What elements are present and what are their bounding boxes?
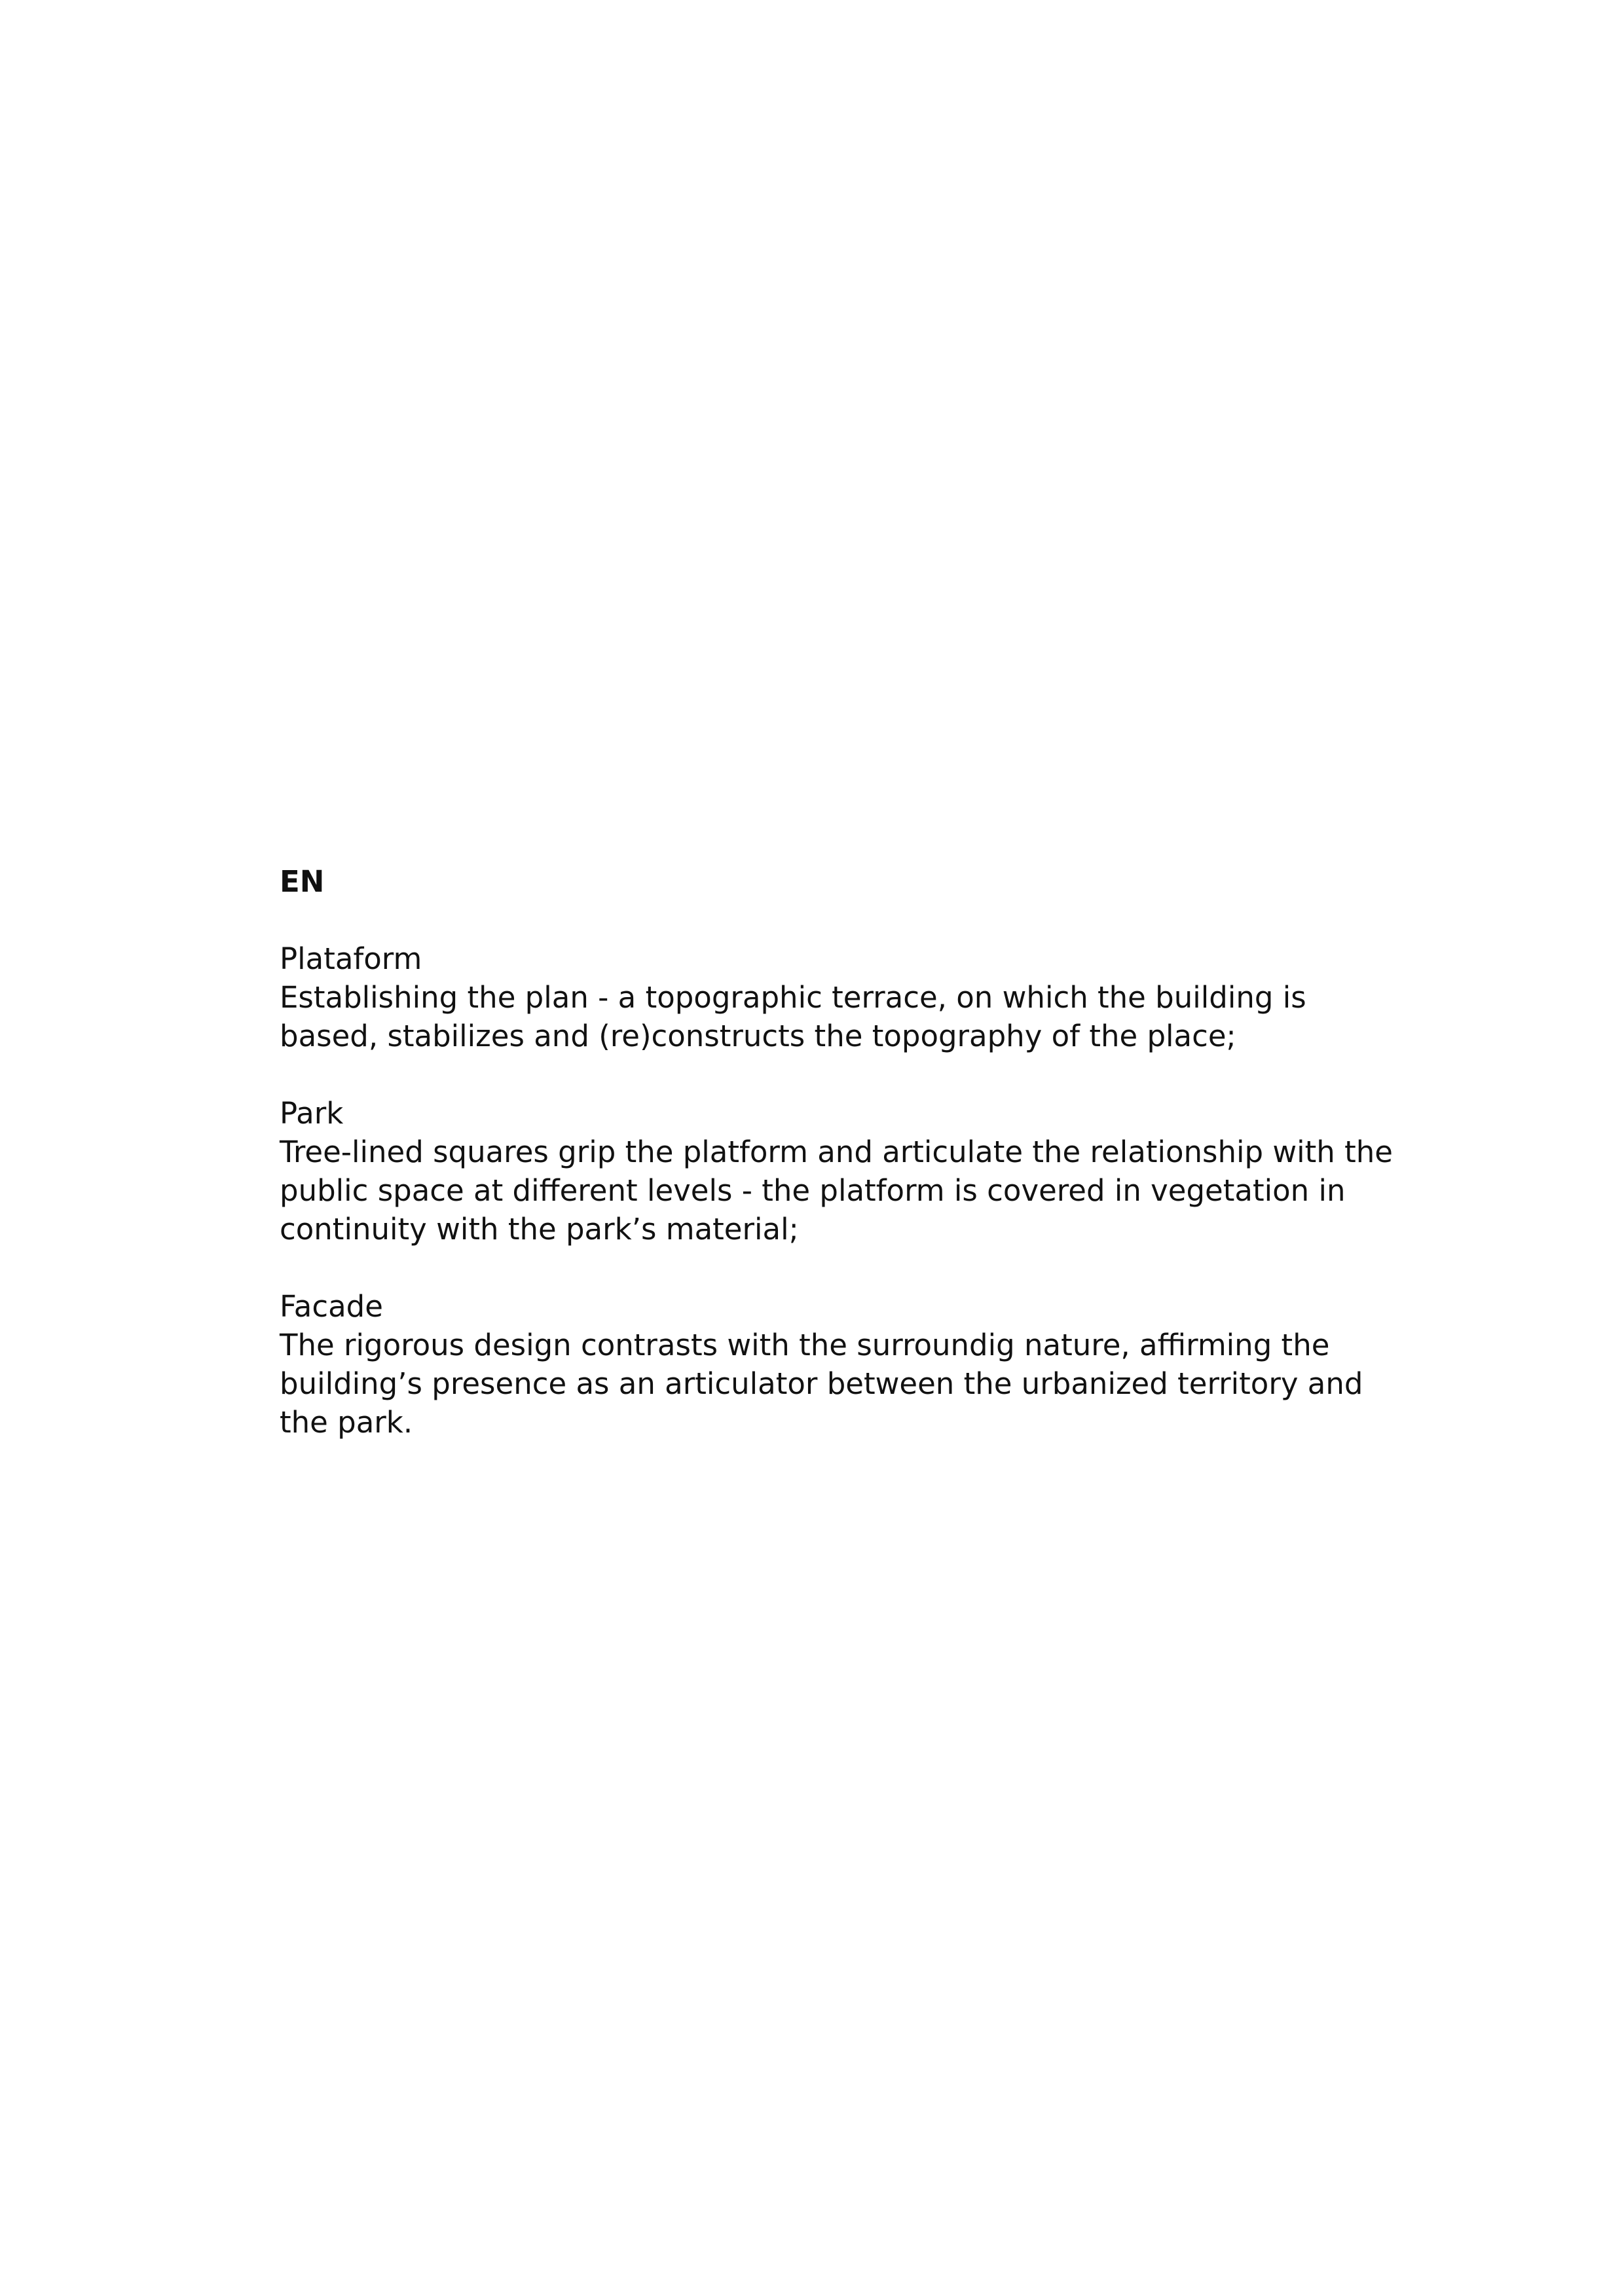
section-title: Park <box>280 1096 344 1131</box>
text-block <box>280 862 1406 1442</box>
section-facade <box>280 1287 1406 1442</box>
paragraph-line: Tree-lined squares grip the platform and articulate the relationship with the <box>280 1135 1393 1169</box>
section-park <box>280 1094 1406 1248</box>
section-title: Facade <box>280 1289 383 1324</box>
paragraph-line: public space at different levels - the platform is covered in vegetation in <box>280 1173 1346 1208</box>
section-title: Plataform <box>280 941 422 976</box>
section-plataform <box>280 939 1406 1055</box>
language-heading: EN <box>280 864 325 899</box>
paragraph-line: continuity with the park’s material; <box>280 1212 799 1247</box>
paragraph-line: the park. <box>280 1405 413 1440</box>
paragraph-line: based, stabilizes and (re)constructs the topography of the place; <box>280 1019 1236 1053</box>
paragraph-line: The rigorous design contrasts with the surroundig nature, affirming the <box>280 1328 1330 1362</box>
paragraph-line: building’s presence as an articulator between the urbanized territory and <box>280 1366 1363 1401</box>
paragraph-line: Establishing the plan - a topographic terrace, on which the building is <box>280 980 1306 1015</box>
